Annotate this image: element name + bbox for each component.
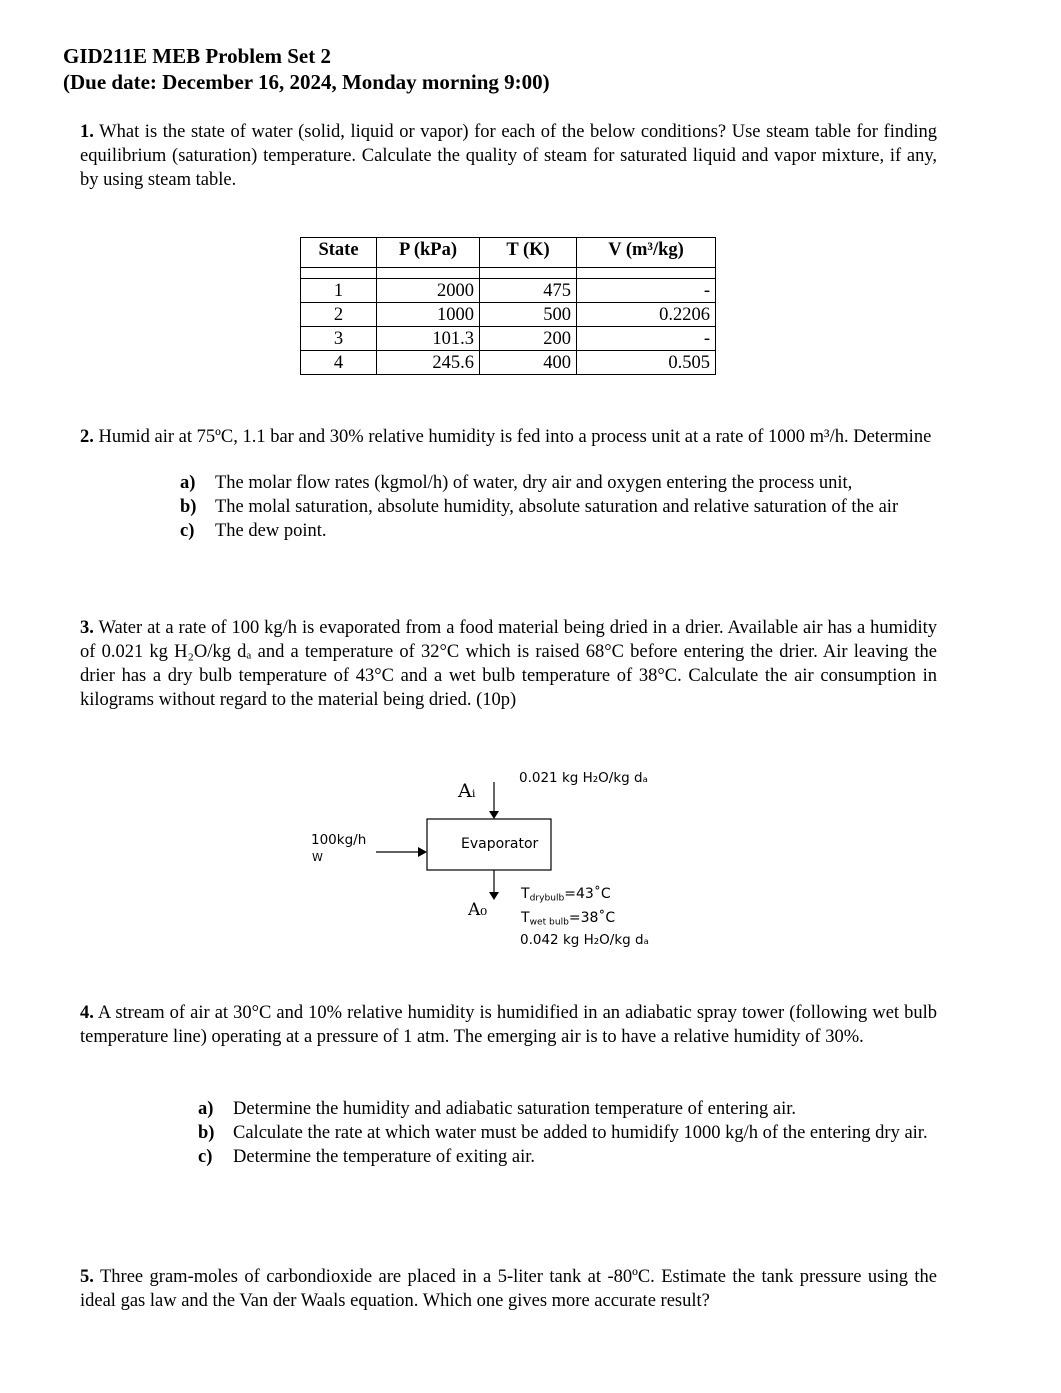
list-item-text: The molar flow rates (kgmol/h) of water, dry air and oxygen entering the process unit, <box>215 473 853 493</box>
table-cell: 400 <box>480 351 577 375</box>
outlet-humidity-label: 0.042 kg H₂O/kg dₐ <box>520 932 649 948</box>
question-number: 3. <box>80 618 94 638</box>
question-number: 2. <box>80 427 94 447</box>
inlet-humidity-label: 0.021 kg H₂O/kg dₐ <box>519 770 648 786</box>
list-item <box>198 1121 938 1145</box>
table-cell: 0.505 <box>577 351 716 375</box>
table-cell: 500 <box>480 303 577 327</box>
list-item-label: b) <box>180 497 197 517</box>
table-cell: 1 <box>301 279 377 303</box>
question-text: Three gram-moles of carbondioxide are placed in a 5-liter tank at -80ºC. Estimate the tank pressure using the ideal gas law and the Van der Waals equation. Which one gives more accurate result? <box>80 1267 937 1311</box>
feed-arrowhead <box>418 847 427 857</box>
list-item-text: Determine the temperature of exiting air. <box>233 1147 536 1167</box>
table-cell: - <box>577 327 716 351</box>
feed-rate-label: 100kg/h <box>311 832 367 848</box>
list-item-label: a) <box>180 473 196 493</box>
table-cell: 2 <box>301 303 377 327</box>
list-item-text: The molal saturation, absolute humidity, absolute saturation and relative saturation of the air <box>215 497 899 517</box>
table-cell: 245.6 <box>377 351 480 375</box>
table-cell: 1000 <box>377 303 480 327</box>
page-title: GID211E MEB Problem Set 2 <box>63 44 331 68</box>
table-cell: 0.2206 <box>577 303 716 327</box>
table-cell: 475 <box>480 279 577 303</box>
question-4-list <box>198 1097 938 1169</box>
list-item-label: a) <box>198 1099 214 1119</box>
due-date: (Due date: December 16, 2024, Monday morning 9:00) <box>63 70 550 94</box>
wet-bulb-value: =38˚C <box>568 910 616 926</box>
table-header-state: State <box>301 238 377 268</box>
dry-bulb-subscript: drybulb <box>529 893 565 904</box>
table-cell: 200 <box>480 327 577 351</box>
question-text: A stream of air at 30°C and 10% relative humidity is humidified in an adiabatic spray tower (following wet bulb temperature line) operating at a pressure of 1 atm. The emerging air is to have a relative humidity of 30%. <box>80 1003 938 1047</box>
question-number: 5. <box>80 1267 94 1287</box>
table-cell: 4 <box>301 351 377 375</box>
table-cell: 2000 <box>377 279 480 303</box>
list-item-label: b) <box>198 1123 215 1143</box>
list-item-text: Calculate the rate at which water must be added to humidify 1000 kg/h of the entering dry air. <box>233 1123 928 1143</box>
dry-bulb-label <box>521 886 611 903</box>
list-item-text: Determine the humidity and adiabatic saturation temperature of entering air. <box>233 1099 797 1119</box>
dry-bulb-symbol: T <box>521 886 530 902</box>
table-header-temperature: T (K) <box>480 238 577 268</box>
question-text: What is the state of water (solid, liquid or vapor) for each of the below conditions? Use steam table for finding equilibrium (saturation) temperature. Calculate the quality of steam for saturated liquid and vapor mixture, if any, by using steam table. <box>80 122 937 190</box>
list-item <box>198 1097 938 1121</box>
table-header-pressure: P (kPa) <box>377 238 480 268</box>
feed-symbol-label: W <box>312 851 323 864</box>
inlet-air-arrowhead <box>489 811 499 819</box>
question-4 <box>80 1001 937 1049</box>
inlet-air-label: Aᵢ <box>458 780 476 802</box>
outlet-air-arrowhead <box>489 892 499 900</box>
list-item <box>198 1145 938 1169</box>
table-cell: 101.3 <box>377 327 480 351</box>
list-item-text: The dew point. <box>215 521 327 541</box>
question-number: 1. <box>80 122 94 142</box>
list-item-label: c) <box>180 521 195 541</box>
question-text: Humid air at 75ºC, 1.1 bar and 30% relative humidity is fed into a process unit at a rate of 1000 m³/h. Determine <box>98 427 932 447</box>
wet-bulb-label <box>521 910 615 927</box>
question-5 <box>80 1265 937 1313</box>
table-cell: 3 <box>301 327 377 351</box>
table-header-volume: V (m³/kg) <box>577 238 716 268</box>
wet-bulb-symbol: T <box>521 910 530 926</box>
question-text: Water at a rate of 100 kg/h is evaporated from a food material being dried in a drier. Available air has a humidity of 0.021 kg H₂O/kg dₐ and a temperature of 32°C which is raised 68°C before entering the drier. Air leaving the drier has a dry bulb temperature of 43°C and a wet bulb temperature of 38°C. Calculate the air consumption in kilograms without regard to the material being dried. (10p) <box>80 618 937 710</box>
list-item-label: c) <box>198 1147 213 1167</box>
outlet-air-label: A₀ <box>468 900 488 920</box>
wet-bulb-subscript: wet bulb <box>529 917 569 928</box>
dry-bulb-value: =43˚C <box>564 886 611 902</box>
question-number: 4. <box>80 1003 94 1023</box>
table-cell: - <box>577 279 716 303</box>
evaporator-label: Evaporator <box>461 836 539 852</box>
